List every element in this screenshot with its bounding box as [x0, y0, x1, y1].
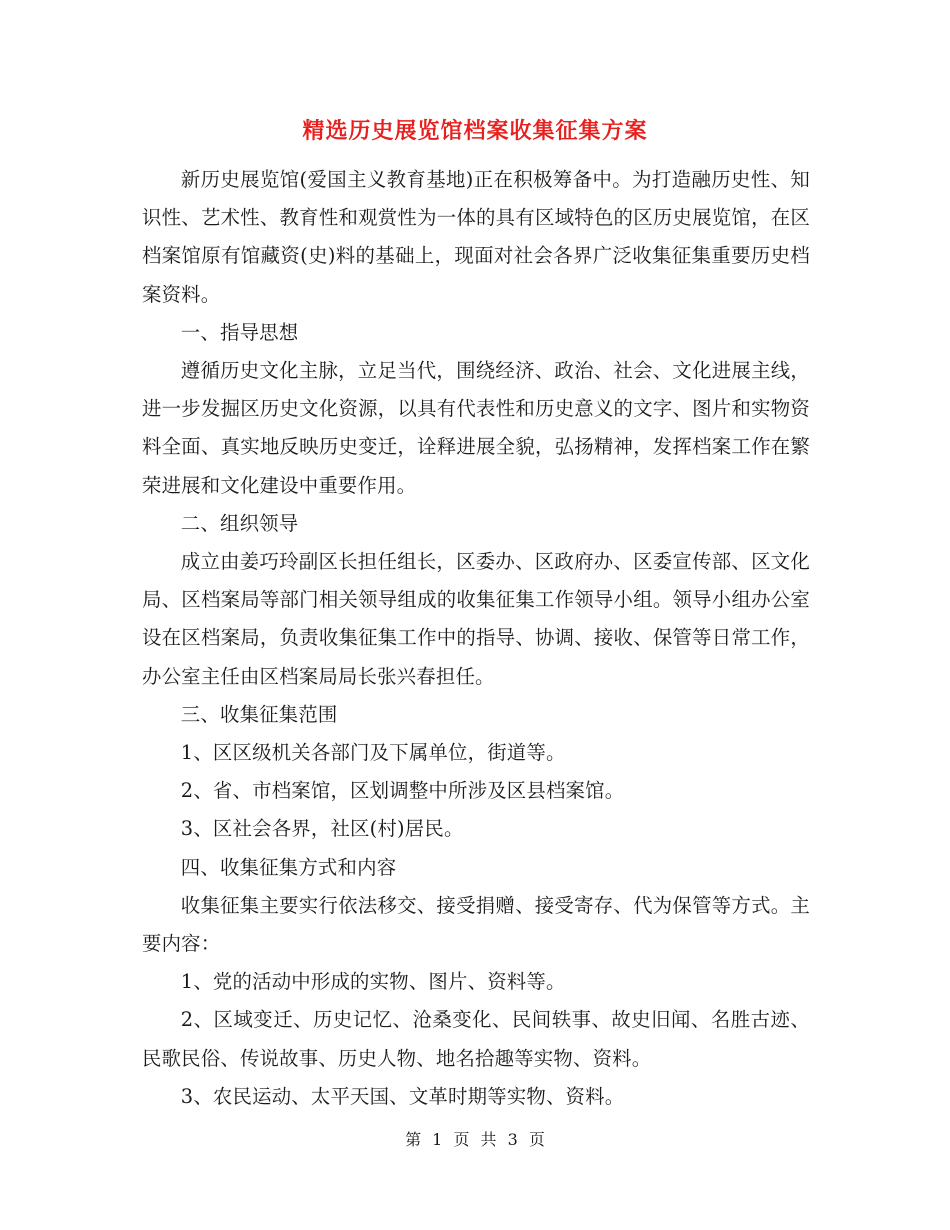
paragraph-organization: 成立由姜巧玲副区长担任组长，区委办、区政府办、区委宣传部、区文化局、区档案局等部门相关领导组成的收集征集工作领导小组。领导小组办公室设在区档案局，负责收集征集工作中的指导、协调、接收、保管等日常工作，办公室主任由区档案局局长张兴春担任。: [142, 550, 810, 688]
document-body: [142, 161, 810, 1116]
list-item-scope-1: 1、区区级机关各部门及下属单位，街道等。: [180, 741, 566, 765]
page-footer: 第 1 页 共 3 页: [405, 1130, 545, 1149]
section-heading-guiding-thought: 一、指导思想: [180, 320, 299, 344]
section-heading-methods: 四、收集征集方式和内容: [180, 855, 397, 879]
section-heading-scope: 三、收集征集范围: [180, 702, 338, 726]
paragraph-guiding-thought: 遵循历史文化主脉，立足当代，围绕经济、政治、社会、文化进展主线，进一步发掘区历史文化资源，以具有代表性和历史意义的文字、图片和实物资料全面、真实地反映历史变迁，诠释进展全貌，弘扬精神，发挥档案工作在繁荣进展和文化建设中重要作用。: [142, 359, 810, 497]
list-item-content-2: 2、区域变迁、历史记忆、沧桑变化、民间轶事、故史旧闻、名胜古迹、民歌民俗、传说故事、历史人物、地名拾趣等实物、资料。: [142, 1008, 810, 1070]
list-item-scope-3: 3、区社会各界，社区(村)居民。: [180, 817, 464, 841]
list-item-content-3: 3、农民运动、太平天国、文革时期等实物、资料。: [180, 1084, 625, 1108]
paragraph-methods: 收集征集主要实行依法移交、接受捐赠、接受寄存、代为保管等方式。主要内容：: [142, 893, 810, 956]
section-heading-organization: 二、组织领导: [180, 511, 299, 535]
paragraph-intro: 新历史展览馆(爱国主义教育基地)正在积极筹备中。为打造融历史性、知识性、艺术性、教育性和观赏性为一体的具有区域特色的区历史展览馆，在区档案馆原有馆藏资(史)料的基础上，现面对社会各界广泛收集征集重要历史档案资料。: [142, 168, 810, 306]
list-item-content-1: 1、党的活动中形成的实物、图片、资料等。: [180, 970, 566, 994]
list-item-scope-2: 2、省、市档案馆，区划调整中所涉及区县档案馆。: [180, 779, 625, 803]
document-title: 精选历史展览馆档案收集征集方案: [302, 118, 648, 144]
